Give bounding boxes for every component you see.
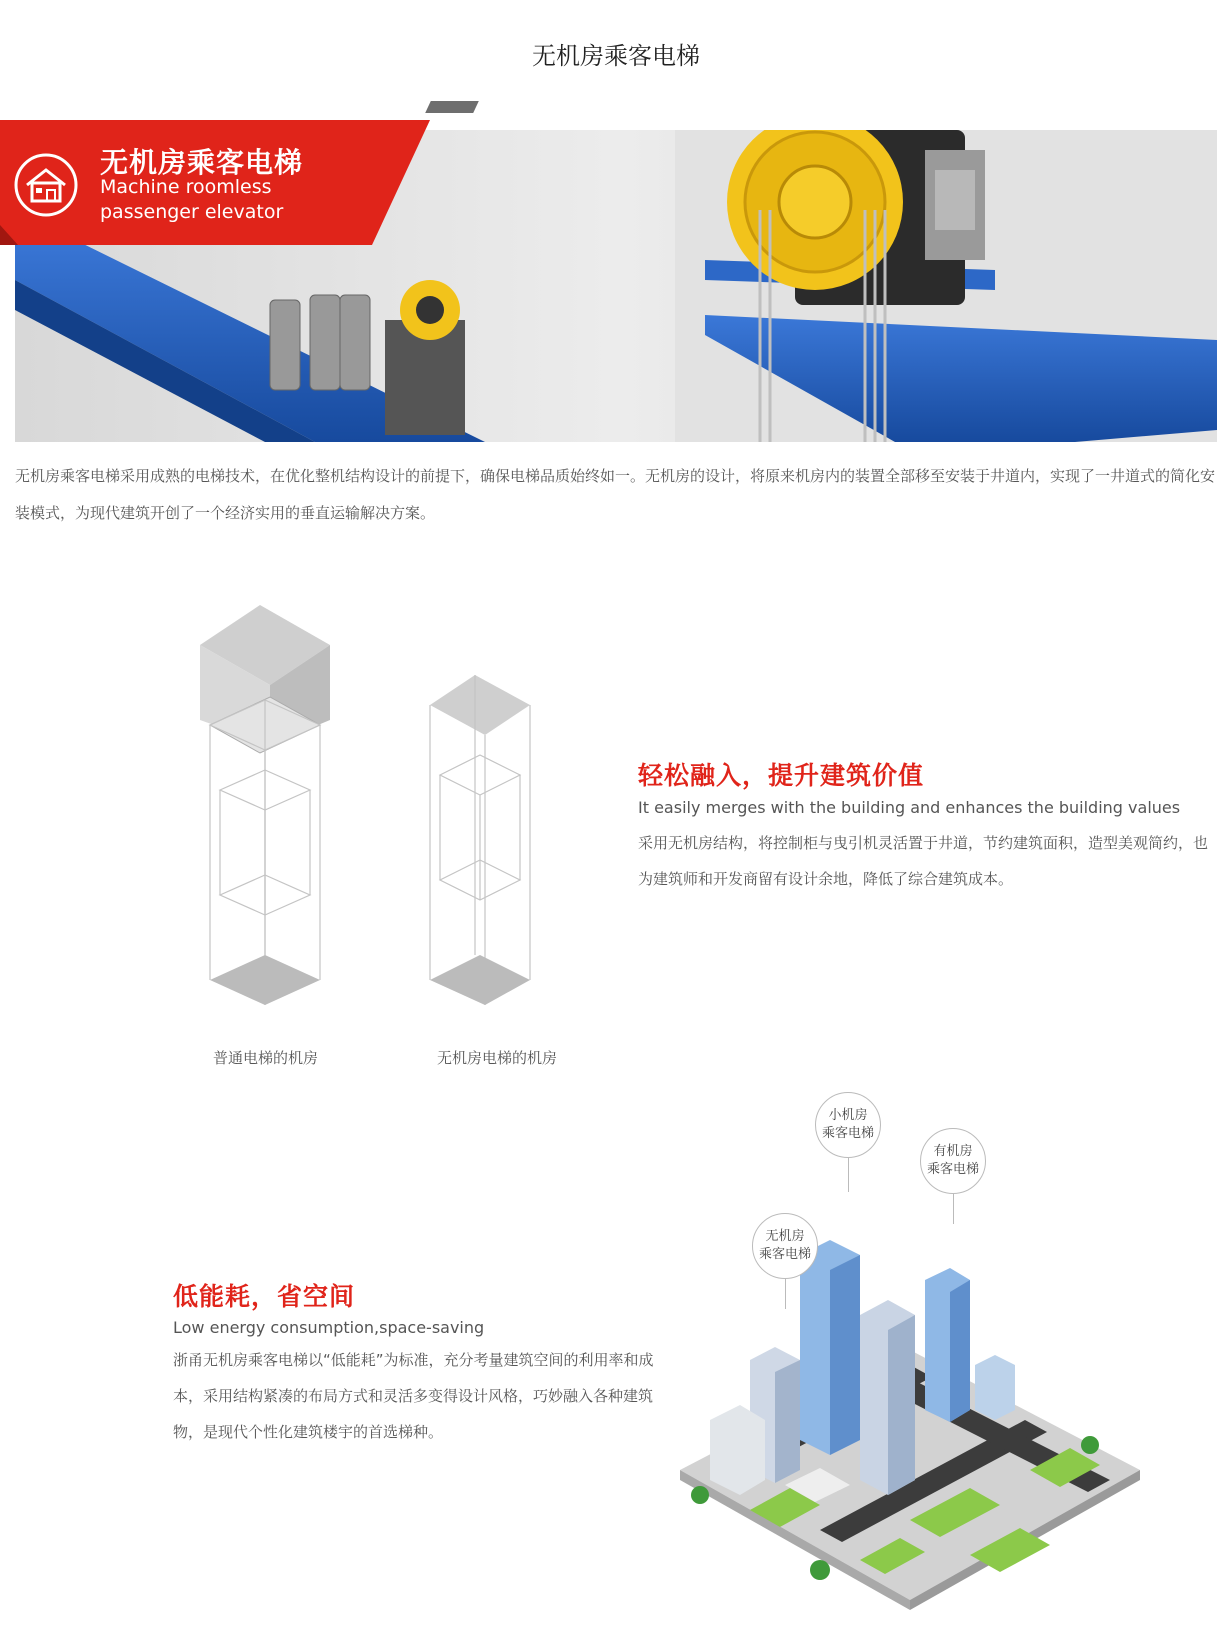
section1-body: 采用无机房结构，将控制柜与曳引机灵活置于井道，节约建筑面积，造型美观简约，也为建筑师和开发商留有设计余地，降低了综合建筑成本。 [638,834,1209,888]
section2-title: 低能耗，省空间 [173,1282,356,1311]
bubble-small-machine-room [815,1092,881,1158]
bubble-machine-room-line2: 乘客电梯 [926,1162,979,1177]
shaft-comparison-illustration [195,605,565,1025]
bubble-small-machine-room-line2: 乘客电梯 [821,1126,874,1141]
bubble-stem [848,1158,849,1192]
bubble-machine-room-line1: 有机房 [933,1144,973,1159]
bubble-roomless [752,1213,818,1279]
intro-paragraph: 无机房乘客电梯采用成熟的电梯技术，在优化整机结构设计的前提下，确保电梯品质始终如一。无机房的设计，将原来机房内的装置全部移至安装于井道内，实现了一井道式的简化安装模式，为现代建筑开创了一个经济实用的垂直运输解决方案。 [15,467,1216,522]
page-title: 无机房乘客电梯 [532,42,700,70]
banner-subtitle-line2: passenger elevator [100,201,284,223]
bubble-stem [785,1279,786,1309]
bubble-small-machine-room-line1: 小机房 [828,1108,868,1123]
bubble-stem [953,1194,954,1224]
bubble-roomless-line1: 无机房 [765,1229,805,1244]
decorative-tab [425,101,479,113]
section1-subtitle: It easily merges with the building and enhances the building values [638,798,1181,817]
caption-conventional: 普通电梯的机房 [213,1049,319,1067]
section2-subtitle: Low energy consumption,space-saving [173,1318,485,1337]
section1-title: 轻松融入，提升建筑价值 [638,761,925,790]
caption-roomless: 无机房电梯的机房 [437,1049,558,1067]
banner-title: 无机房乘客电梯 [100,146,304,179]
banner-subtitle-line1: Machine roomless [100,176,272,198]
house-icon [13,152,79,218]
bubble-roomless-line2: 乘客电梯 [758,1247,811,1262]
section2-body: 浙甬无机房乘客电梯以“低能耗”为标准，充分考量建筑空间的利用率和成本，采用结构紧凑的布局方式和灵活多变得设计风格，巧妙融入各种建筑物，是现代个性化建筑楼宇的首选梯种。 [173,1351,654,1441]
bubble-machine-room [920,1128,986,1194]
city-illustration [670,1180,1150,1610]
